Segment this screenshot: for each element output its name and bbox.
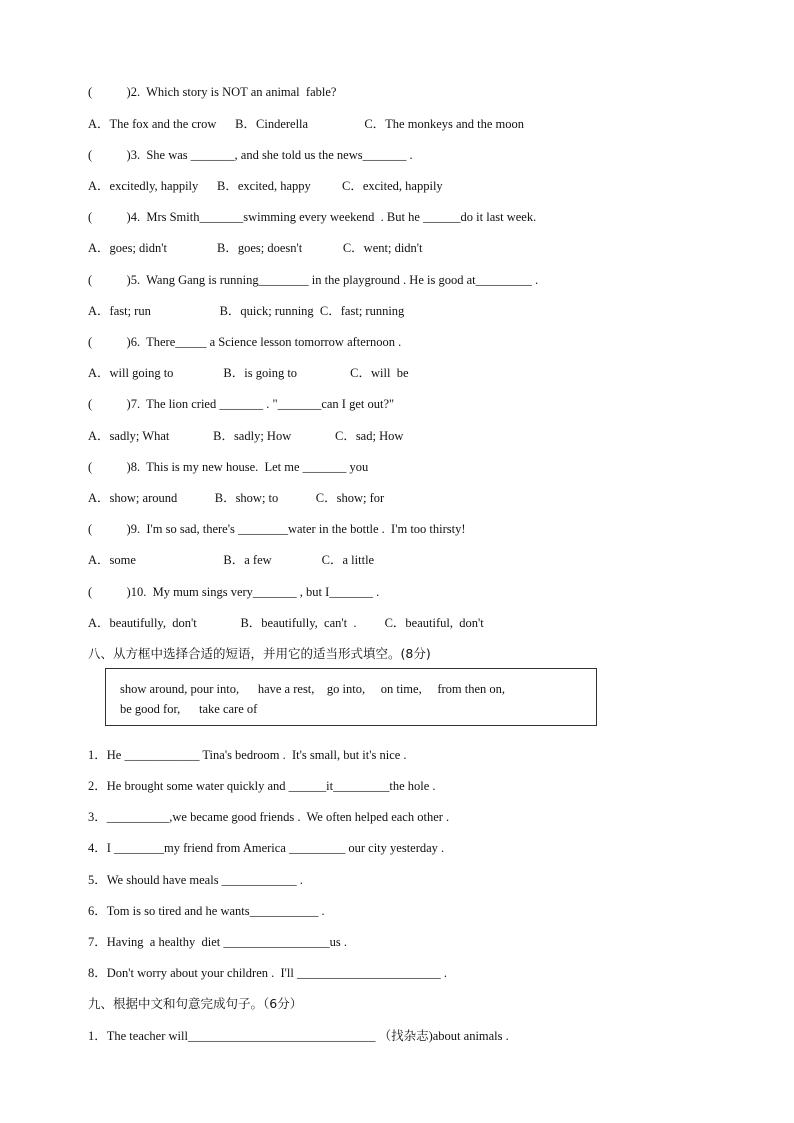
fill-item-3: 3．__________,we became good friends . We often helped each other . [88, 810, 450, 824]
fill-item-2: 2．He brought some water quickly and ______it_________the hole . [88, 779, 436, 793]
phrase-box-line: be good for, take care of [120, 702, 258, 716]
question-3: ( )3. She was _______, and she told us the news_______ . [88, 148, 413, 162]
fill-item-5: 5．We should have meals ____________ . [88, 873, 303, 887]
question-5: ( )5. Wang Gang is running________ in the playground . He is good at_________ . [88, 273, 539, 287]
options-3: A．excitedly, happily B．excited, happy C．excited, happily [88, 179, 443, 193]
question-2: ( )2. Which story is NOT an animal fable? [88, 85, 337, 99]
section-9-heading: 九、根据中文和句意完成句子。（6分） [88, 996, 303, 1011]
options-5: A．fast; run B．quick; running C．fast; running [88, 304, 405, 318]
options-2: A．The fox and the crow B．Cinderella C．The monkeys and the moon [88, 117, 525, 131]
fill-item-4: 4．I ________my friend from America _________ our city yesterday . [88, 841, 445, 855]
options-9: A．some B．a few C．a little [88, 553, 375, 567]
question-8: ( )8. This is my new house. Let me _______ you [88, 460, 369, 474]
options-10: A．beautifully, don't B．beautifully, can't . C．beautiful, don't [88, 616, 484, 630]
fill-item-6: 6．Tom is so tired and he wants___________ . [88, 904, 325, 918]
fill-item-1: 1．He ____________ Tina's bedroom . It's small, but it's nice . [88, 748, 407, 762]
translate-item-1: 1．The teacher will______________________________ （找杂志)about animals . [88, 1029, 509, 1043]
options-7: A．sadly; What B．sadly; How C．sad; How [88, 429, 404, 443]
phrase-box [105, 668, 597, 726]
question-7: ( )7. The lion cried _______ . "_______can I get out?" [88, 397, 395, 411]
options-6: A．will going to B．is going to C．will be [88, 366, 409, 380]
question-10: ( )10. My mum sings very_______ , but I_______ . [88, 585, 380, 599]
question-6: ( )6. There_____ a Science lesson tomorrow afternoon . [88, 335, 402, 349]
question-4: ( )4. Mrs Smith_______swimming every weekend . But he ______do it last week. [88, 210, 537, 224]
options-8: A．show; around B．show; to C．show; for [88, 491, 385, 505]
question-9: ( )9. I'm so sad, there's ________water in the bottle . I'm too thirsty! [88, 522, 466, 536]
phrase-box-line: show around, pour into, have a rest, go into, on time, from then on, [120, 682, 506, 696]
fill-item-7: 7．Having a healthy diet _________________us . [88, 935, 347, 949]
section-8-heading: 八、从方框中选择合适的短语，并用它的适当形式填空。(8分) [88, 646, 431, 661]
fill-item-8: 8．Don't worry about your children . I'll _______________________ . [88, 966, 447, 980]
options-4: A．goes; didn't B．goes; doesn't C．went; didn't [88, 241, 423, 255]
